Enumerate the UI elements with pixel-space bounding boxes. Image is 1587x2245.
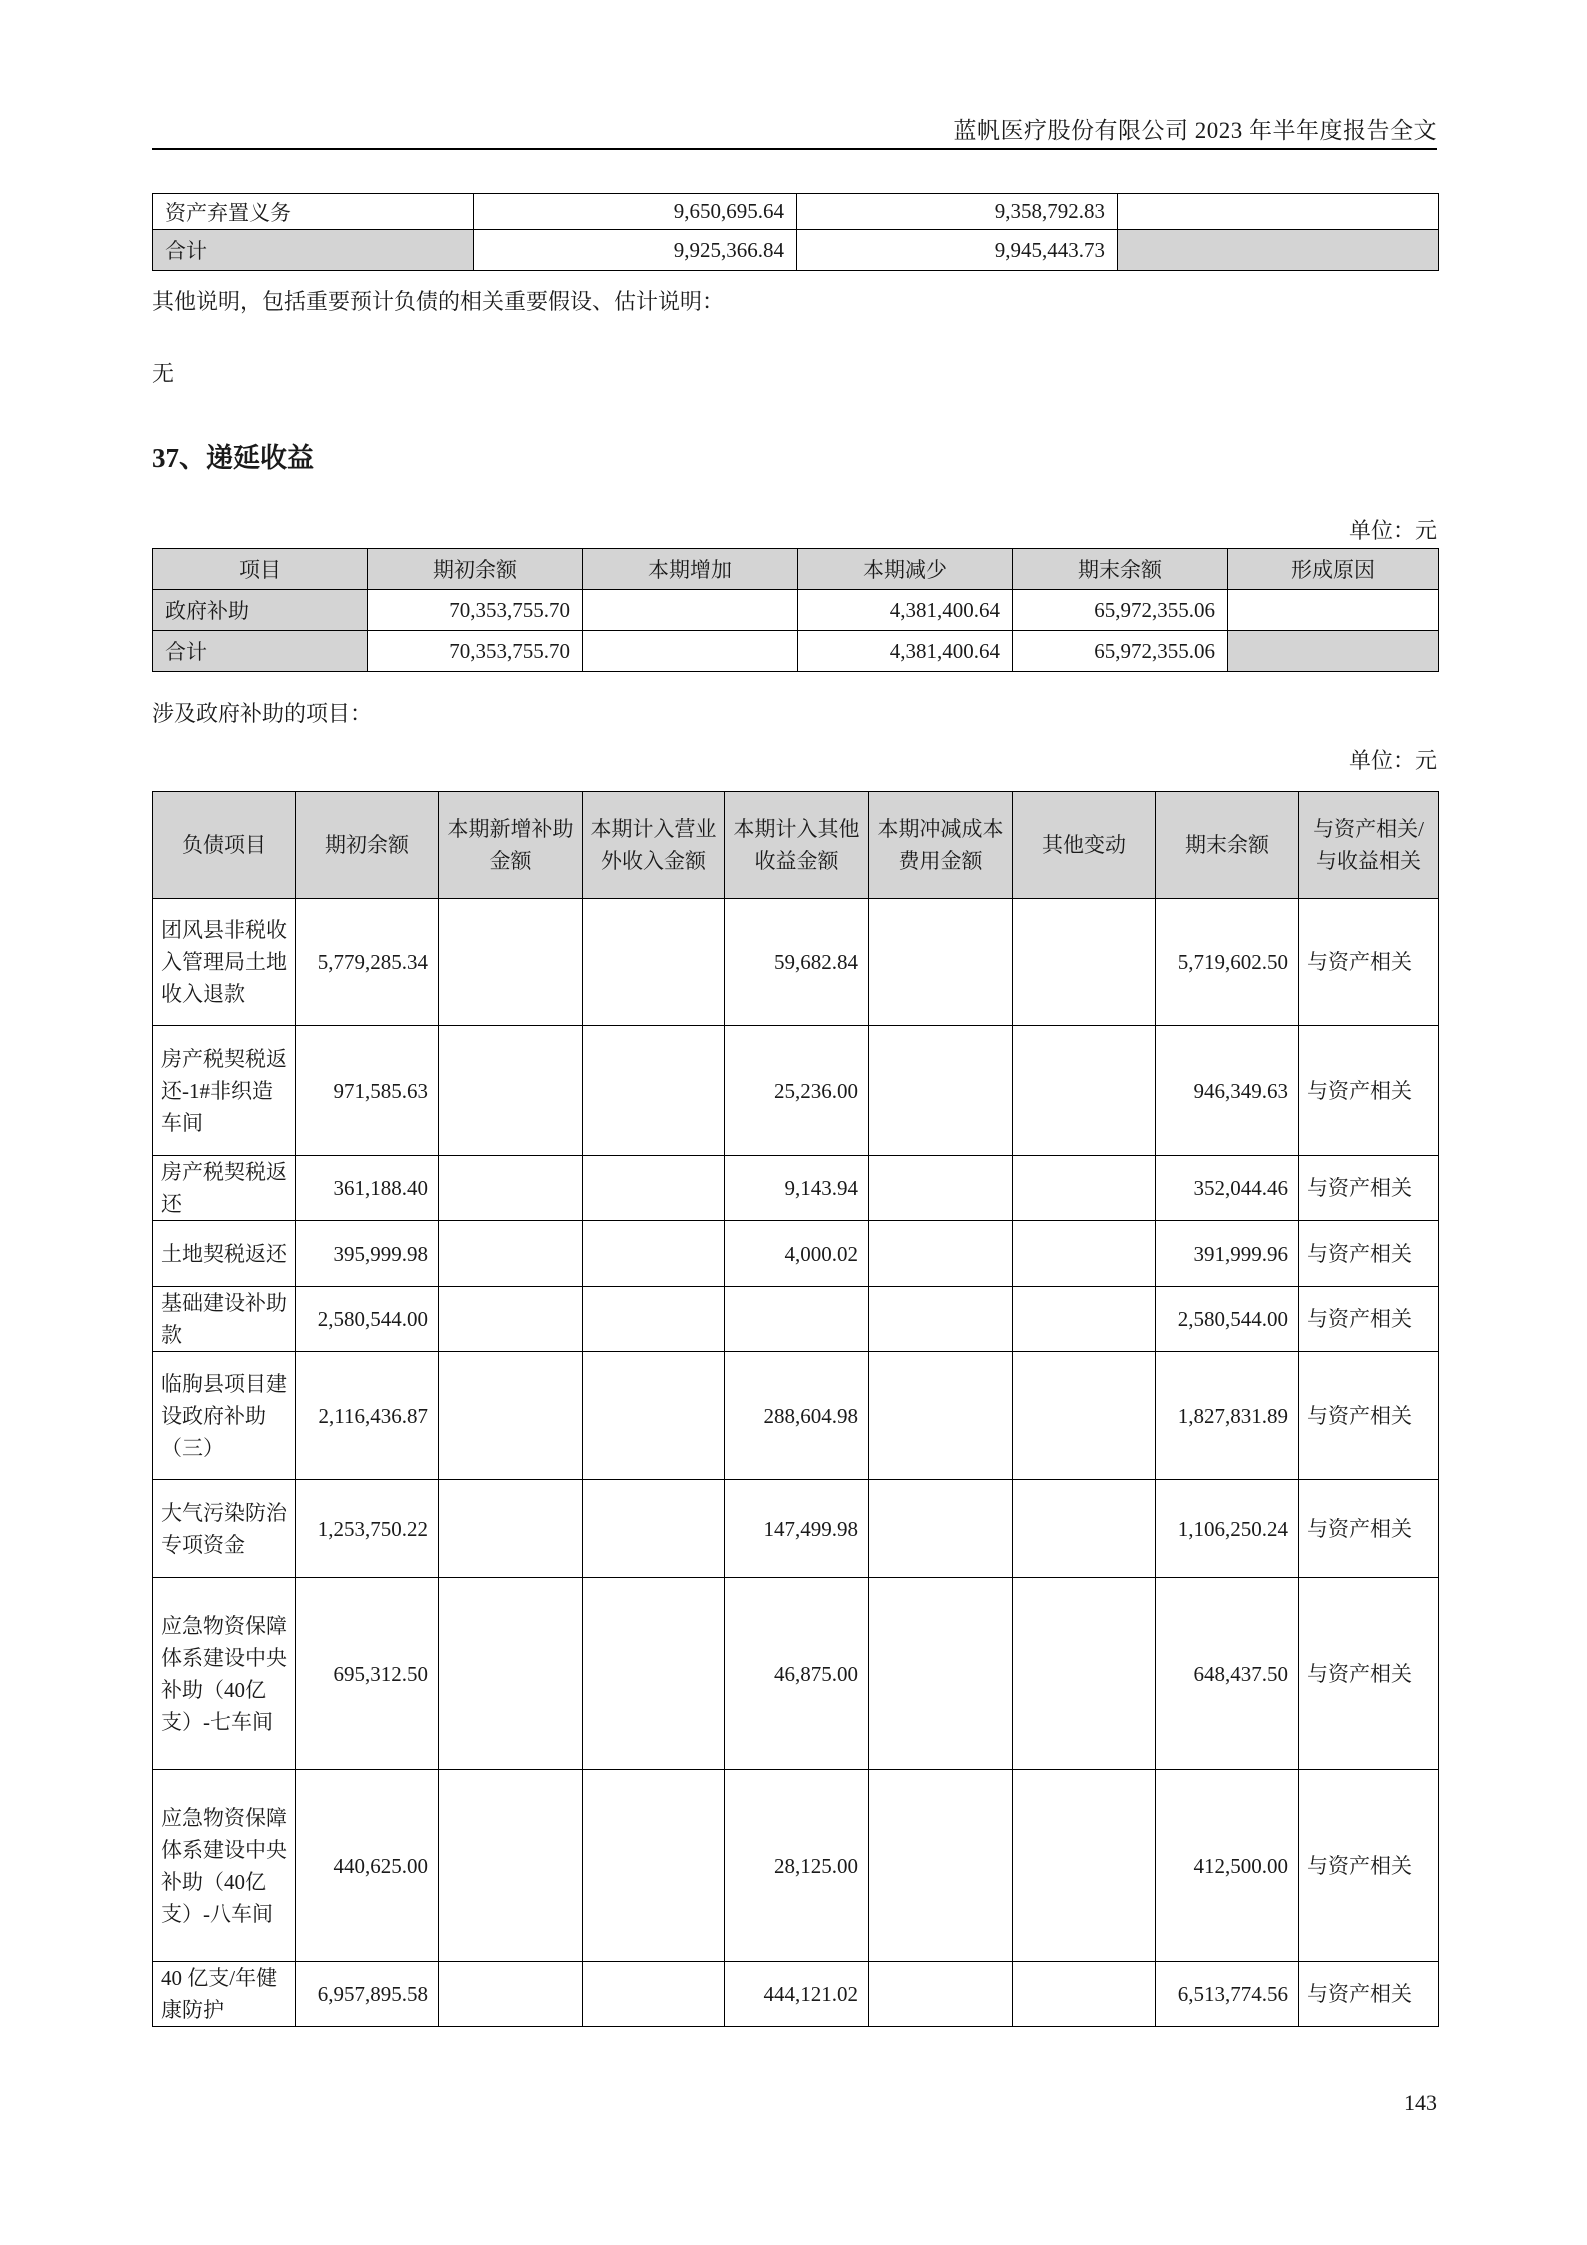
column-header: 与资产相关/与收益相关 [1299,792,1439,899]
table-row [153,1962,1439,2027]
column-header: 期初余额 [296,792,439,899]
cell-other-change [1013,1026,1156,1156]
cell-cost-offset [869,1578,1013,1770]
cell-other-change [1013,1480,1156,1578]
cell-non-operating [583,1770,725,1962]
table-header-row [153,549,1439,590]
page-number: 143 [1404,2090,1437,2115]
cell-item: 房产税契税返还-1#非织造车间 [153,1026,296,1156]
cell-opening: 695,312.50 [296,1578,439,1770]
cell-value: 9,925,366.84 [474,230,797,271]
cell-item: 基础建设补助款 [153,1287,296,1352]
cell-opening: 70,353,755.70 [368,590,583,631]
cell-new-grant [439,1962,583,2027]
cell-new-grant [439,1352,583,1480]
cell-new-grant [439,1287,583,1352]
column-header: 期末余额 [1013,549,1228,590]
cell-relation: 与资产相关 [1299,1480,1439,1578]
cell-item: 合计 [153,230,474,271]
cell-new-grant [439,1221,583,1287]
grants-intro: 涉及政府补助的项目： [152,701,373,726]
cell-other-income: 28,125.00 [725,1770,869,1962]
cell-new-grant [439,899,583,1026]
cell-opening: 2,116,436.87 [296,1352,439,1480]
column-header: 项目 [153,549,368,590]
cell-cost-offset [869,1221,1013,1287]
table-row [153,1578,1439,1770]
cell-item: 40 亿支/年健康防护 [153,1962,296,2027]
cell-non-operating [583,1221,725,1287]
table-row [153,590,1439,631]
unit-label: 单位：元 [1348,518,1437,543]
cell-other-change [1013,1352,1156,1480]
cell-relation: 与资产相关 [1299,1026,1439,1156]
cell-value: 9,945,443.73 [797,230,1118,271]
cell-closing: 648,437.50 [1156,1578,1299,1770]
cell-other-income: 59,682.84 [725,899,869,1026]
table-row [153,1287,1439,1352]
other-note-value: 无 [152,361,175,386]
cell-other-income: 4,000.02 [725,1221,869,1287]
cell-opening: 6,957,895.58 [296,1962,439,2027]
column-header: 本期冲减成本费用金额 [869,792,1013,899]
cell-new-grant [439,1026,583,1156]
table-row-total [153,631,1439,672]
column-header: 本期增加 [583,549,798,590]
cell-cost-offset [869,1962,1013,2027]
cell-relation: 与资产相关 [1299,1156,1439,1221]
cell-opening: 395,999.98 [296,1221,439,1287]
cell-item: 资产弃置义务 [153,194,474,230]
cell-closing: 65,972,355.06 [1013,590,1228,631]
column-header: 负债项目 [153,792,296,899]
table-row [153,899,1439,1026]
cell-cost-offset [869,899,1013,1026]
cell-opening: 5,779,285.34 [296,899,439,1026]
cell-value: 9,358,792.83 [797,194,1118,230]
table-row [153,1352,1439,1480]
cell-other-change [1013,1287,1156,1352]
cell-increase [583,590,798,631]
column-header: 期初余额 [368,549,583,590]
table-row [153,1480,1439,1578]
table-row [153,1770,1439,1962]
cell-other-change [1013,1770,1156,1962]
cell-non-operating [583,1578,725,1770]
cell-non-operating [583,899,725,1026]
cell-other-income: 444,121.02 [725,1962,869,2027]
cell-opening: 1,253,750.22 [296,1480,439,1578]
cell-relation: 与资产相关 [1299,1352,1439,1480]
cell-item: 土地契税返还 [153,1221,296,1287]
cell-closing: 1,827,831.89 [1156,1352,1299,1480]
cell-opening: 70,353,755.70 [368,631,583,672]
column-header: 本期新增补助金额 [439,792,583,899]
cell-relation: 与资产相关 [1299,1770,1439,1962]
cell-opening: 440,625.00 [296,1770,439,1962]
cell-non-operating [583,1156,725,1221]
cell-item: 应急物资保障体系建设中央补助（40亿支）-八车间 [153,1770,296,1962]
cell-other-income: 25,236.00 [725,1026,869,1156]
report-title: 蓝帆医疗股份有限公司 2023 年半年度报告全文 [953,118,1437,143]
table-row-total [153,230,1439,271]
cell-non-operating [583,1480,725,1578]
cell-item: 房产税契税返还 [153,1156,296,1221]
cell-reason [1228,590,1439,631]
column-header: 形成原因 [1228,549,1439,590]
cell-reason [1228,631,1439,672]
cell-cost-offset [869,1026,1013,1156]
section-title: 37、递延收益 [152,443,314,473]
cell-decrease: 4,381,400.64 [798,590,1013,631]
cell-closing: 6,513,774.56 [1156,1962,1299,2027]
cell-closing: 946,349.63 [1156,1026,1299,1156]
column-header: 期末余额 [1156,792,1299,899]
cell-other-income: 46,875.00 [725,1578,869,1770]
cell-new-grant [439,1770,583,1962]
cell-note [1118,194,1439,230]
cell-value: 9,650,695.64 [474,194,797,230]
cell-cost-offset [869,1352,1013,1480]
cell-opening: 971,585.63 [296,1026,439,1156]
cell-closing: 65,972,355.06 [1013,631,1228,672]
cell-increase [583,631,798,672]
cell-non-operating [583,1962,725,2027]
cell-item: 政府补助 [153,590,368,631]
cell-closing: 352,044.46 [1156,1156,1299,1221]
cell-relation: 与资产相关 [1299,1578,1439,1770]
table-row [153,1026,1439,1156]
cell-other-change [1013,1578,1156,1770]
cell-relation: 与资产相关 [1299,1962,1439,2027]
table-row [153,1221,1439,1287]
other-note-label: 其他说明，包括重要预计负债的相关重要假设、估计说明： [152,289,725,314]
cell-cost-offset [869,1770,1013,1962]
unit-label: 单位：元 [1348,748,1437,773]
cell-cost-offset [869,1287,1013,1352]
cell-opening: 361,188.40 [296,1156,439,1221]
cell-new-grant [439,1156,583,1221]
cell-item: 大气污染防治专项资金 [153,1480,296,1578]
column-header: 其他变动 [1013,792,1156,899]
cell-non-operating [583,1026,725,1156]
cell-cost-offset [869,1156,1013,1221]
cell-item: 临朐县项目建设政府补助（三） [153,1352,296,1480]
table-row [153,1156,1439,1221]
table-row [153,194,1439,230]
cell-note [1118,230,1439,271]
cell-closing: 412,500.00 [1156,1770,1299,1962]
cell-item: 团风县非税收入管理局土地收入退款 [153,899,296,1026]
cell-non-operating [583,1287,725,1352]
cell-relation: 与资产相关 [1299,899,1439,1026]
cell-closing: 1,106,250.24 [1156,1480,1299,1578]
cell-relation: 与资产相关 [1299,1287,1439,1352]
cell-item: 合计 [153,631,368,672]
cell-new-grant [439,1578,583,1770]
cell-opening: 2,580,544.00 [296,1287,439,1352]
cell-other-income [725,1287,869,1352]
cell-other-change [1013,1962,1156,2027]
cell-closing: 2,580,544.00 [1156,1287,1299,1352]
column-header: 本期减少 [798,549,1013,590]
deferred-income-table [152,548,1439,672]
provision-table [152,193,1439,271]
government-grants-table [152,791,1439,2027]
column-header: 本期计入营业外收入金额 [583,792,725,899]
table-header-row [153,792,1439,899]
cell-cost-offset [869,1480,1013,1578]
cell-other-income: 147,499.98 [725,1480,869,1578]
cell-relation: 与资产相关 [1299,1221,1439,1287]
cell-other-change [1013,1156,1156,1221]
column-header: 本期计入其他收益金额 [725,792,869,899]
cell-closing: 5,719,602.50 [1156,899,1299,1026]
cell-other-income: 9,143.94 [725,1156,869,1221]
cell-other-change [1013,899,1156,1026]
cell-non-operating [583,1352,725,1480]
cell-closing: 391,999.96 [1156,1221,1299,1287]
cell-other-income: 288,604.98 [725,1352,869,1480]
cell-other-change [1013,1221,1156,1287]
cell-decrease: 4,381,400.64 [798,631,1013,672]
cell-new-grant [439,1480,583,1578]
cell-item: 应急物资保障体系建设中央补助（40亿支）-七车间 [153,1578,296,1770]
page-header [152,108,1437,150]
